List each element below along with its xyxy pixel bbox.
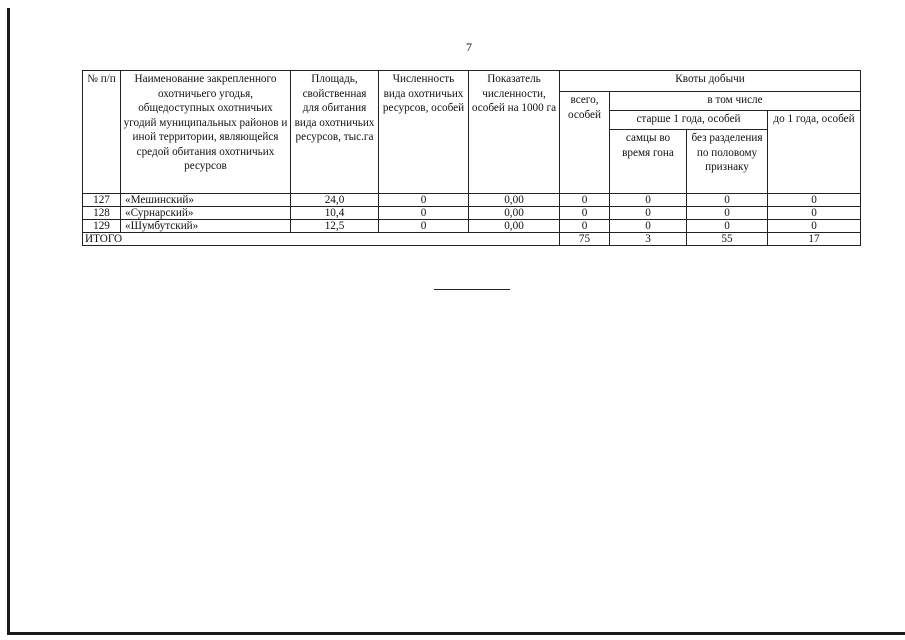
- cell-males: 0: [610, 220, 687, 233]
- header-num: № п/п: [83, 71, 121, 194]
- cell-index: 0,00: [469, 220, 560, 233]
- total-total: 75: [560, 233, 610, 246]
- table-row: [83, 207, 861, 220]
- table-row: [83, 220, 861, 233]
- header-older: старше 1 года, особей: [610, 111, 768, 130]
- cell-area: 12,5: [291, 220, 379, 233]
- total-nosex: 55: [687, 233, 768, 246]
- cell-num: 128: [83, 207, 121, 220]
- table-row: [83, 194, 861, 207]
- cell-num: 129: [83, 220, 121, 233]
- header-total: всего, особей: [560, 92, 610, 194]
- cell-count: 0: [379, 207, 469, 220]
- header-young: до 1 года, особей: [768, 111, 861, 194]
- cell-area: 10,4: [291, 207, 379, 220]
- scan-edge-left: [7, 8, 10, 634]
- cell-count: 0: [379, 220, 469, 233]
- end-rule: [434, 289, 510, 290]
- cell-males: 0: [610, 194, 687, 207]
- cell-young: 0: [768, 194, 861, 207]
- cell-total: 0: [560, 207, 610, 220]
- cell-count: 0: [379, 194, 469, 207]
- total-males: 3: [610, 233, 687, 246]
- header-including: в том числе: [610, 92, 861, 111]
- cell-name: «Сурнарский»: [121, 207, 291, 220]
- cell-total: 0: [560, 194, 610, 207]
- table-row-total: [83, 233, 861, 246]
- cell-males: 0: [610, 207, 687, 220]
- header-nosex: без разделения по половому признаку: [687, 130, 768, 194]
- scan-edge-bottom: [7, 632, 905, 635]
- cell-area: 24,0: [291, 194, 379, 207]
- cell-name: «Мешинский»: [121, 194, 291, 207]
- cell-young: 0: [768, 220, 861, 233]
- cell-nosex: 0: [687, 207, 768, 220]
- cell-index: 0,00: [469, 207, 560, 220]
- header-name: Наименование закрепленного охотничьего угодья, общедоступных охотничьих угодий муниципальных районов и иной территории, являющейся средой обитания охотничьих ресурсов: [121, 71, 291, 194]
- cell-total: 0: [560, 220, 610, 233]
- total-young: 17: [768, 233, 861, 246]
- header-count: Численность вида охотничьих ресурсов, особей: [379, 71, 469, 194]
- header-area: Площадь, свойственная для обитания вида охотничьих ресурсов, тыс.га: [291, 71, 379, 194]
- cell-nosex: 0: [687, 220, 768, 233]
- cell-num: 127: [83, 194, 121, 207]
- header-quotas: Квоты добычи: [560, 71, 861, 92]
- cell-index: 0,00: [469, 194, 560, 207]
- hunting-quota-table: [82, 70, 861, 246]
- header-males: самцы во время гона: [610, 130, 687, 194]
- header-index: Показатель численности, особей на 1000 га: [469, 71, 560, 194]
- page-number: 7: [466, 40, 472, 54]
- total-label: ИТОГО: [83, 233, 560, 246]
- cell-young: 0: [768, 207, 861, 220]
- cell-nosex: 0: [687, 194, 768, 207]
- cell-name: «Шумбутский»: [121, 220, 291, 233]
